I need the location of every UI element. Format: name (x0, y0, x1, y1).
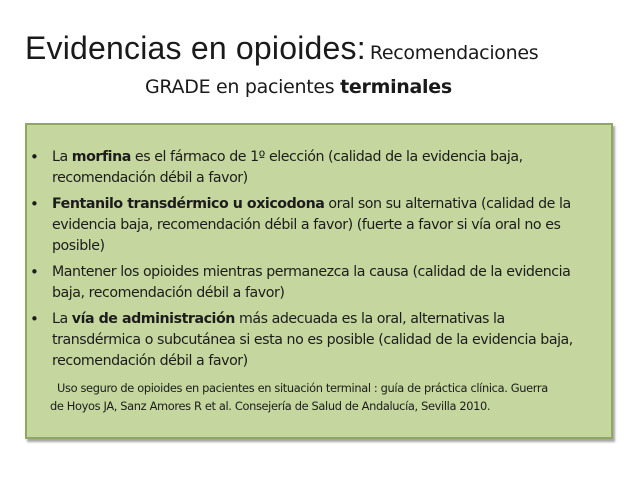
bullet-text-bold: Fentanilo transdérmico u oxicodona (52, 196, 325, 212)
bullet-text-bold: vía de administración (71, 311, 235, 327)
slide-title (25, 30, 635, 67)
title-line2-prefix: GRADE en pacientes (145, 76, 341, 98)
recommendations-list (27, 147, 597, 377)
title-subtitle-part1: Recomendaciones (369, 42, 539, 64)
bullet-dot-icon: • (30, 263, 39, 281)
recommendations-box (25, 123, 613, 439)
title-main: Evidencias en opioides (25, 30, 357, 66)
bullet-text-after: oral son su alternativa (calidad de la evidencia baja, recomendación débil a favor) (fuerte a favor si vía oral no es posible) (52, 196, 571, 254)
bullet-item-mantener (27, 262, 597, 304)
reference-line-1: Uso seguro de opioides en pacientes en situación terminal : guía de práctica clínica. Guerra (57, 381, 548, 395)
bullet-item-via (27, 309, 597, 372)
bullet-text-after: más adecuada es la oral, alternativas la transdérmica o subcutánea si esta no es posible (calidad de la evidencia baja, recomendación débil a favor) (52, 311, 573, 369)
reference-line-2: de Hoyos JA, Sanz Amores R et al. Consejería de Salud de Andalucía, Sevilla 2010. (50, 399, 491, 413)
title-subtitle-line2 (145, 76, 452, 98)
bullet-dot-icon: • (30, 148, 39, 166)
bullet-text-after: es el fármaco de 1º elección (calidad de la evidencia baja, recomendación débil a favor) (52, 149, 523, 186)
bullet-text-bold: morfina (71, 149, 131, 165)
bullet-text-before: Mantener los opioides mientras permanezca la causa (calidad de la evidencia baja, recomendación débil a favor) (52, 264, 571, 301)
title-colon: : (356, 30, 366, 66)
bullet-text-before: La (52, 149, 72, 165)
reference-citation (50, 379, 595, 415)
bullet-dot-icon: • (30, 195, 39, 213)
bullet-item-morfina (27, 147, 597, 189)
title-line2-bold: terminales (340, 76, 452, 98)
bullet-dot-icon: • (30, 310, 39, 328)
bullet-text-before: La (52, 311, 72, 327)
bullet-item-fentanilo (27, 194, 597, 257)
